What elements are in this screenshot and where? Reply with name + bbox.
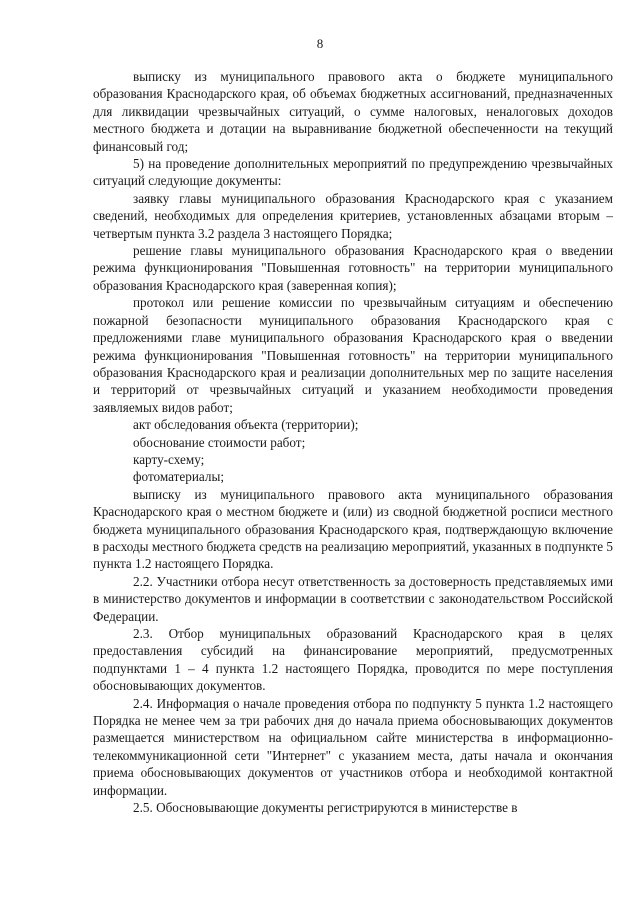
paragraph-2-5: 2.5. Обосновывающие документы регистрируются в министерстве в	[133, 800, 518, 816]
paragraph-2-4: 2.4. Информация о начале проведения отбора по подпункту 5 пункта 1.2 настоящего Порядка не менее чем за три рабочих дня до начала приема обосновывающих документов размещается министерством на официальном сайте министерства в информационно-телекоммуникационной сети "Интернет" с указанием места, даты начала и окончания приема обосновывающих документов от участников отбора и необходимой контактной информации.	[93, 695, 613, 798]
paragraph-budget-extract-2: выписку из муниципального правового акта муниципального образования Краснодарского края о местном бюджете и (или) из сводной бюджетной росписи местного бюджета муниципального образования Краснодарского края, подтверждающую включение в расходы местного бюджета средств на реализацию мероприятий, указанных в подпункте 5 пункта 1.2 настоящего Порядка.	[93, 486, 613, 572]
paragraph-inspection-act: акт обследования объекта (территории);	[133, 417, 359, 433]
paragraph-2-3: 2.3. Отбор муниципальных образований Краснодарского края в целях предоставления субсидий на финансирование мероприятий, предусмотренных подпунктами 1 – 4 пункта 1.2 настоящего Порядка, проводится по мере поступления обосновывающих документов.	[93, 626, 613, 694]
paragraph-cost-justification: обоснование стоимости работ;	[133, 434, 306, 450]
paragraph-map-scheme: карту-схему;	[133, 451, 205, 467]
paragraph-item-5: 5) на проведение дополнительных мероприятий по предупреждению чрезвычайных ситуаций следующие документы:	[93, 156, 613, 189]
document-body	[93, 68, 613, 816]
paragraph-budget-extract: выписку из муниципального правового акта о бюджете муниципального образования Краснодарского края, об объемах бюджетных ассигнований, предназначенных для ликвидации чрезвычайных ситуаций, о сумме налоговых, неналоговых доходов местного бюджета и дотации на выравнивание бюджетной обеспеченности на текущий финансовый год;	[93, 69, 613, 154]
page-number: 8	[316, 36, 324, 51]
paragraph-application: заявку главы муниципального образования Краснодарского края с указанием сведений, необходимых для определения критериев, установленных абзацами вторым – четвертым пункта 3.2 раздела 3 настоящего Порядка;	[93, 190, 613, 241]
paragraph-decision: решение главы муниципального образования Краснодарского края о введении режима функционирования "Повышенная готовность" на территории муниципального образования Краснодарского края (заверенная копия);	[93, 243, 613, 293]
paragraph-photos: фотоматериалы;	[133, 469, 225, 485]
paragraph-protocol: протокол или решение комиссии по чрезвычайным ситуациям и обеспечению пожарной безопасности муниципального образования Краснодарского края с предложениями главе муниципального образования Краснодарского края о введении режима функционирования "Повышенная готовность" на территории муниципального образования Краснодарского края и реализации дополнительных мер по защите населения и территорий от чрезвычайных ситуаций и указанием необходимости проведения заявляемых видов работ;	[93, 295, 613, 415]
paragraph-2-2: 2.2. Участники отбора несут ответственность за достоверность представляемых ими в министерство документов и информации в соответствии с законодательством Российской Федерации.	[93, 573, 613, 624]
